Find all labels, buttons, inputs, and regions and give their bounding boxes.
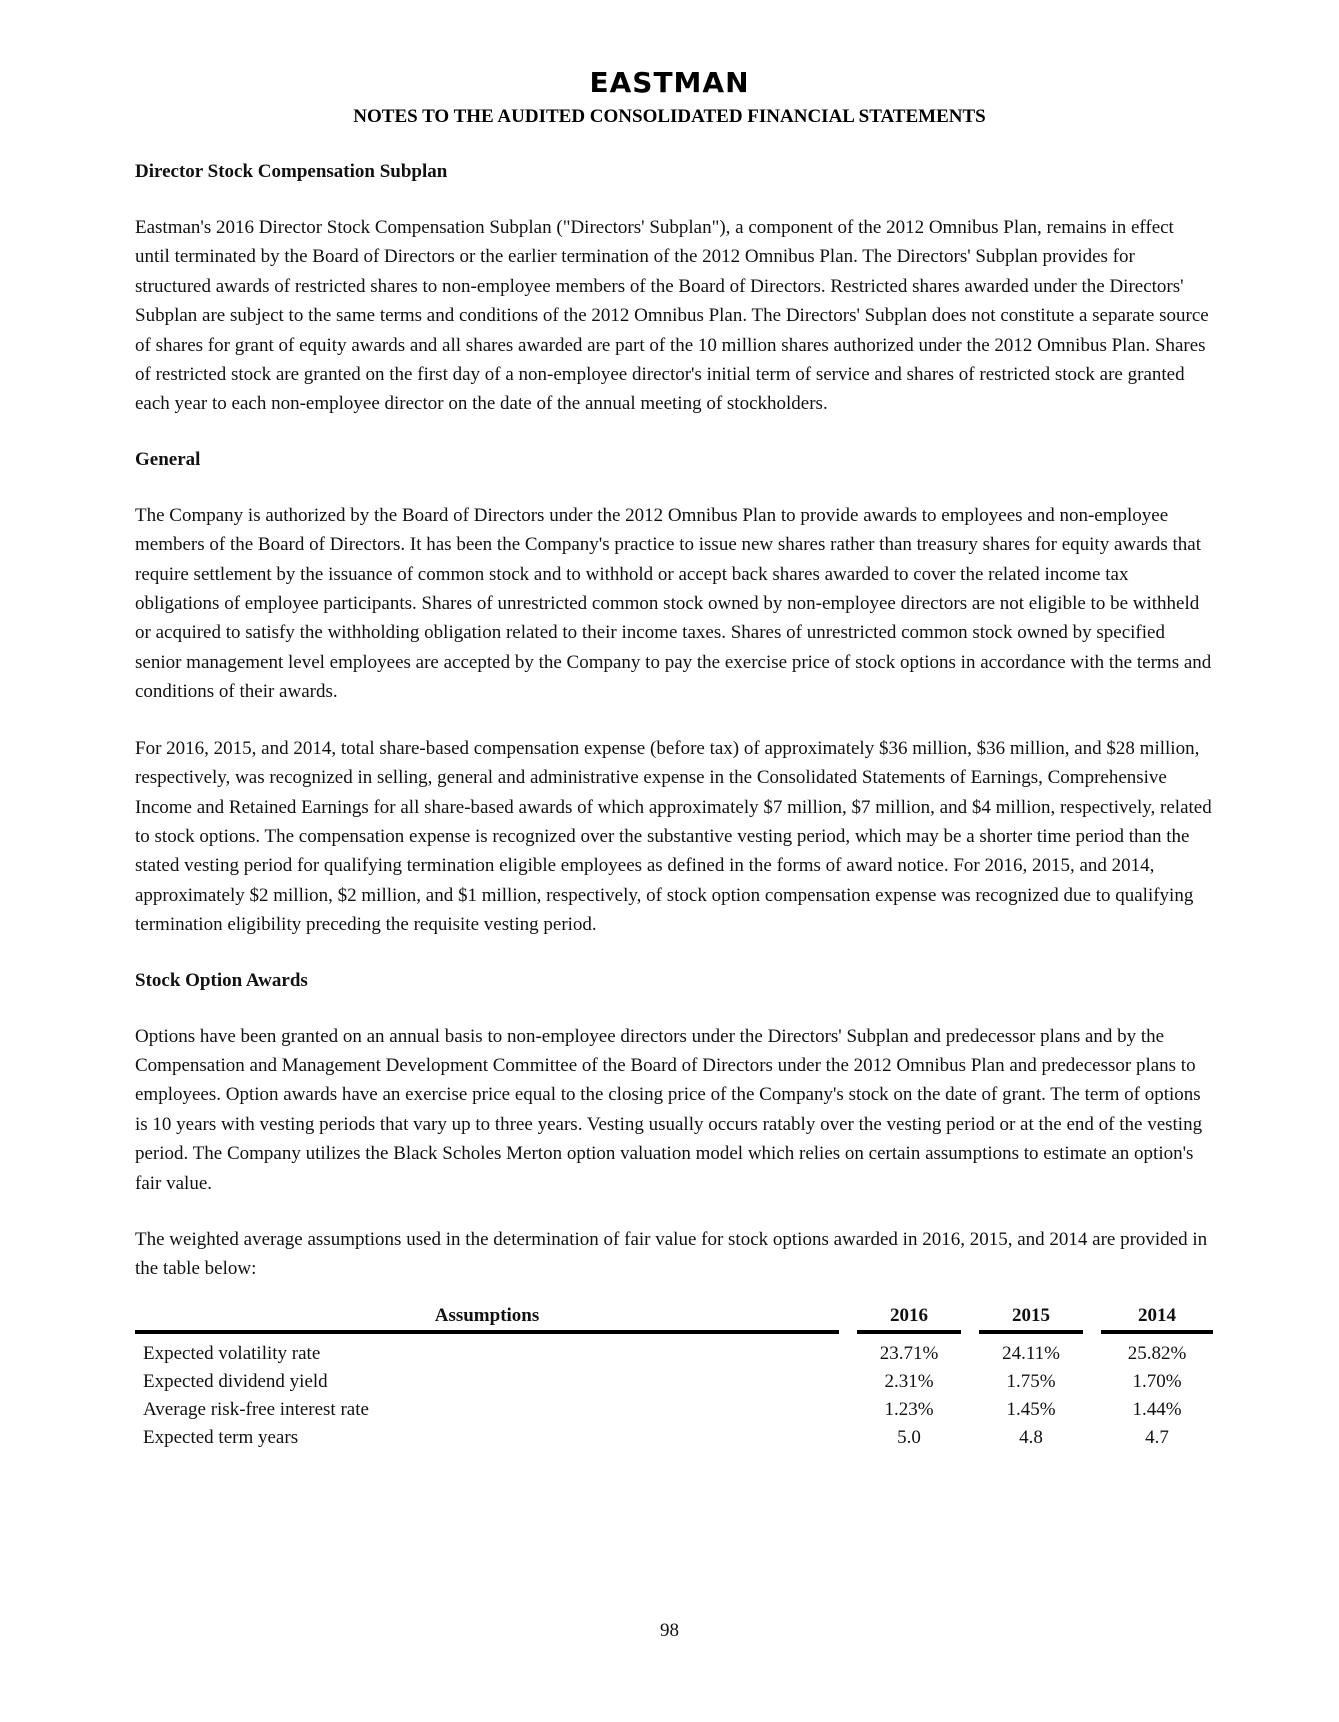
cell-2015: 1.75% bbox=[1006, 1370, 1056, 1392]
cell-2014: 4.7 bbox=[1145, 1426, 1169, 1448]
column-header-2014: 2014 bbox=[1101, 1304, 1213, 1334]
assumptions-table bbox=[135, 1304, 1213, 1452]
table-row bbox=[135, 1368, 1213, 1396]
document-body bbox=[135, 158, 1213, 1452]
paragraph-option-grants: Options have been granted on an annual basis to non-employee directors under the Directors' Subplan and predecessor plans and by the Compensation and Management Development Committee of the Board of Directors under the 2012 Omnibus Plan and predecessor plans to employees. Option awards have an exercise price equal to the closing price of the Company's stock on the date of grant. The term of options is 10 years with vesting periods that vary up to three years. Vesting usually occurs ratably over the vesting period or at the end of the vesting period. The Company utilizes the Black Scholes Merton option valuation model which relies on certain assumptions to estimate an option's fair value. bbox=[135, 1025, 1203, 1194]
cell-2014: 1.44% bbox=[1132, 1398, 1182, 1420]
cell-2016: 1.23% bbox=[884, 1398, 934, 1420]
document-title: NOTES TO THE AUDITED CONSOLIDATED FINANCIAL STATEMENTS bbox=[353, 106, 986, 127]
column-header-assumptions: Assumptions bbox=[135, 1304, 839, 1334]
cell-2016: 23.71% bbox=[879, 1342, 939, 1364]
section-heading-stock-option-awards: Stock Option Awards bbox=[135, 969, 308, 991]
table-row bbox=[135, 1334, 1213, 1368]
cell-2016: 5.0 bbox=[897, 1426, 921, 1448]
section-heading-general: General bbox=[135, 448, 201, 470]
column-header-2016: 2016 bbox=[857, 1304, 961, 1334]
paragraph-directors-subplan: Eastman's 2016 Director Stock Compensation Subplan ("Directors' Subplan"), a component of the 2012 Omnibus Plan, remains in effect until terminated by the Board of Directors or the earlier termination of the 2012 Omnibus Plan. The Directors' Subplan provides for structured awards of restricted shares to non-employee members of the Board of Directors. Restricted shares awarded under the Directors' Subplan are subject to the same terms and conditions of the 2012 Omnibus Plan. The Directors' Subplan does not constitute a separate source of shares for grant of equity awards and all shares awarded are part of the 10 million shares authorized under the 2012 Omnibus Plan. Shares of restricted stock are granted on the first day of a non-employee director's initial term of service and shares of restricted stock are granted each year to each non-employee director on the date of the annual meeting of stockholders. bbox=[135, 217, 1209, 415]
row-label: Expected term years bbox=[143, 1426, 299, 1448]
section-heading-directors-subplan: Director Stock Compensation Subplan bbox=[135, 161, 448, 182]
paragraph-assumptions-intro: The weighted average assumptions used in the determination of fair value for stock options awarded in 2016, 2015, and 2014 are provided in the table below: bbox=[135, 1228, 1208, 1280]
cell-2016: 2.31% bbox=[884, 1370, 934, 1392]
cell-2014: 25.82% bbox=[1127, 1342, 1187, 1364]
cell-2014: 1.70% bbox=[1132, 1370, 1182, 1392]
cell-2015: 24.11% bbox=[1002, 1342, 1060, 1364]
column-header-2015: 2015 bbox=[979, 1304, 1083, 1334]
cell-2015: 4.8 bbox=[1019, 1426, 1043, 1448]
table-row bbox=[135, 1424, 1213, 1452]
paragraph-general-expense: For 2016, 2015, and 2014, total share-based compensation expense (before tax) of approximately $36 million, $36 million, and $28 million, respectively, was recognized in selling, general and administrative expense in the Consolidated Statements of Earnings, Comprehensive Income and Retained Earnings for all share-based awards of which approximately $7 million, $7 million, and $4 million, respectively, related to stock options. The compensation expense is recognized over the substantive vesting period, which may be a shorter time period than the stated vesting period for qualifying termination eligible employees as defined in the forms of award notice. For 2016, 2015, and 2014, approximately $2 million, $2 million, and $1 million, respectively, of stock option compensation expense was recognized due to qualifying termination eligibility preceding the requisite vesting period. bbox=[135, 737, 1212, 936]
paragraph-general-practice: The Company is authorized by the Board of Directors under the 2012 Omnibus Plan to provide awards to employees and non-employee members of the Board of Directors. It has been the Company's practice to issue new shares rather than treasury shares for equity awards that require settlement by the issuance of common stock and to withhold or accept back shares awarded to cover the related income tax obligations of employee participants. Shares of unrestricted common stock owned by non-employee directors are not eligible to be withheld or acquired to satisfy the withholding obligation related to their income taxes. Shares of unrestricted common stock owned by specified senior management level employees are accepted by the Company to pay the exercise price of stock options in accordance with the terms and conditions of their awards. bbox=[135, 504, 1212, 703]
eastman-logo: EASTMAN bbox=[589, 66, 750, 99]
cell-2015: 1.45% bbox=[1006, 1398, 1056, 1420]
table-row bbox=[135, 1396, 1213, 1424]
row-label: Average risk-free interest rate bbox=[143, 1398, 369, 1420]
row-label: Expected dividend yield bbox=[143, 1370, 328, 1392]
table-header-row bbox=[135, 1304, 1213, 1334]
page-number: 98 bbox=[660, 1620, 679, 1641]
row-label: Expected volatility rate bbox=[143, 1342, 321, 1364]
